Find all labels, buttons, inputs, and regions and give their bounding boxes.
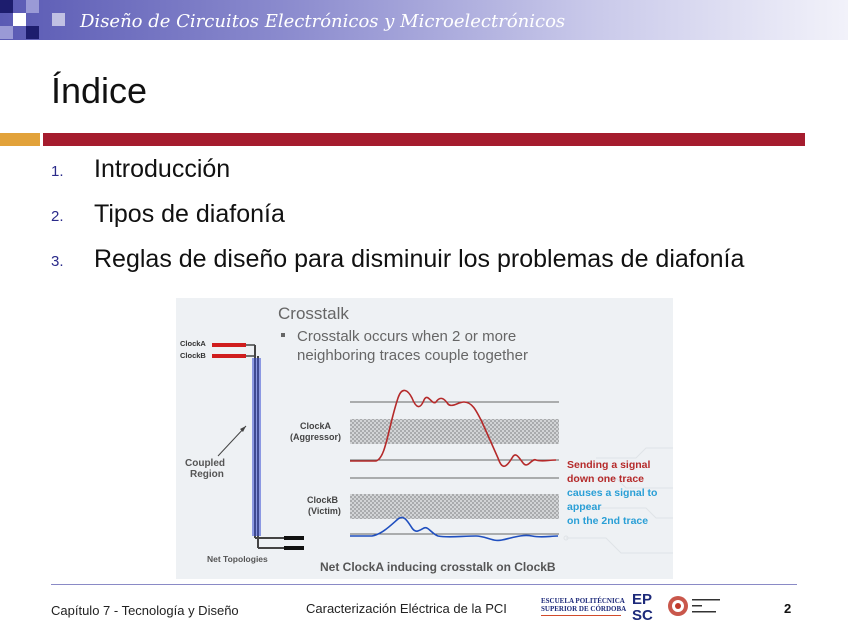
slide-title: Índice — [51, 70, 148, 111]
decor-square — [0, 0, 13, 13]
decor-square — [26, 0, 39, 13]
decor-square — [26, 26, 39, 39]
label-aggressor: ClockA — [300, 421, 332, 431]
note-blue-line1: causes a signal to — [567, 487, 658, 499]
label-victim-sub: (Victim) — [308, 506, 341, 516]
epsc-logo-ep: EP — [632, 591, 653, 608]
note-blue-line2: appear — [567, 501, 602, 513]
victim-threshold-band — [350, 494, 559, 519]
footer-topic: Caracterización Eléctrica de la PCI — [306, 601, 507, 616]
decor-square — [0, 26, 13, 39]
label-clockb-small: ClockB — [180, 351, 206, 360]
crosstalk-figure — [176, 298, 673, 579]
decor-square — [13, 13, 26, 26]
course-title: Diseño de Circuitos Electrónicos y Microelectrónicos — [80, 11, 566, 32]
list-text: Reglas de diseño para disminuir los problemas de diafonía — [94, 245, 745, 273]
page-number: 2 — [784, 601, 792, 616]
university-logo — [667, 593, 727, 623]
label-victim: ClockB — [307, 495, 339, 505]
figure-caption: Net ClockA inducing crosstalk on ClockB — [320, 560, 556, 574]
label-region: Region — [190, 469, 224, 480]
epsc-logo — [632, 592, 660, 626]
school-logo-underline — [541, 615, 621, 616]
label-clocka-small: ClockA — [180, 339, 206, 348]
aggressor-threshold-band — [350, 419, 559, 444]
school-logo — [541, 597, 627, 619]
connector-red-b — [212, 354, 246, 358]
title-underline-bar — [43, 133, 805, 146]
footer-chapter: Capítulo 7 - Tecnología y Diseño — [51, 603, 239, 618]
connector-black-b — [284, 546, 304, 550]
note-blue-line3: on the 2nd trace — [567, 515, 649, 527]
list-number: 2. — [51, 208, 64, 225]
victim-waveform — [350, 517, 558, 540]
list-text: Introducción — [94, 155, 231, 183]
label-aggressor-sub: (Aggressor) — [290, 432, 342, 442]
school-logo-line1: ESCUELA POLITÉCNICA — [541, 597, 625, 605]
list-number: 3. — [51, 253, 64, 270]
coupled-region-highlight — [252, 358, 261, 536]
connector-red-a — [212, 343, 246, 347]
note-red-line2: down one trace — [567, 473, 645, 485]
epsc-logo-sc: SC — [632, 607, 653, 624]
note-red-line1: Sending a signal — [567, 459, 651, 471]
connector-black-a — [284, 536, 304, 540]
list-number: 1. — [51, 163, 64, 180]
decor-square — [52, 13, 65, 26]
figure-bullet-line1: Crosstalk occurs when 2 or more — [297, 328, 517, 345]
school-logo-line2: SUPERIOR DE CÓRDOBA — [541, 605, 627, 613]
footer-rule — [51, 584, 797, 585]
university-crest-icon — [667, 593, 727, 623]
bullet-marker — [281, 333, 285, 337]
label-net-topologies: Net Topologies — [207, 554, 268, 564]
title-underline-accent — [0, 133, 40, 146]
label-coupled: Coupled — [185, 458, 225, 469]
figure-heading: Crosstalk — [278, 304, 349, 323]
list-text: Tipos de diafonía — [94, 200, 285, 228]
figure-bullet-line2: neighboring traces couple together — [297, 347, 528, 364]
